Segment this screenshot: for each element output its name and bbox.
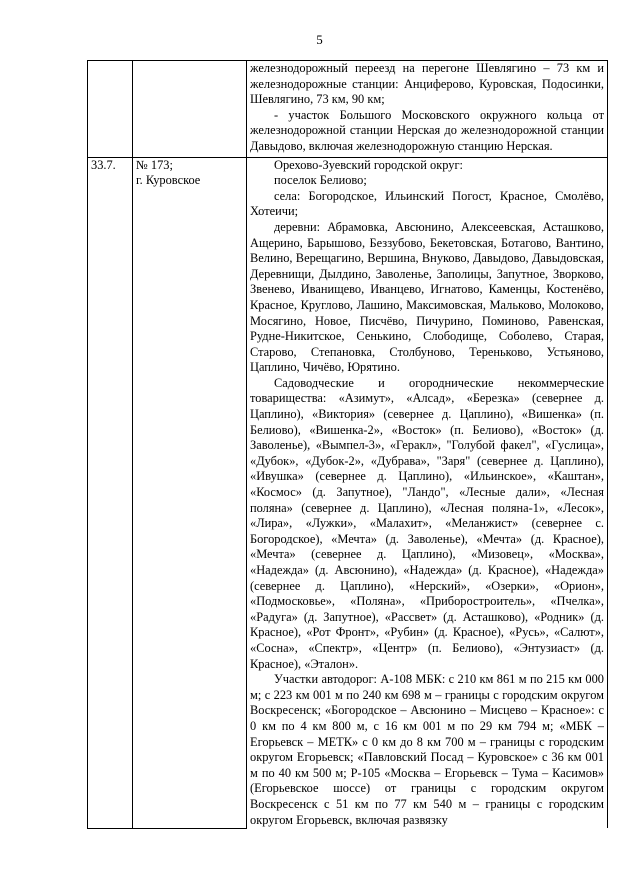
paragraph: села: Богородское, Ильинский Погост, Красное, Смолёво, Хотеичи;	[250, 188, 604, 219]
paragraph: деревни: Абрамовка, Авсюнино, Алексеевская, Асташково, Ащерино, Барышово, Беззубово, Бекетовская, Ботагово, Вантино, Велино, Верещагино, Вершина, Внуково, Давыдово, Давыдовская, Деревнищи, Дылдино, Заволенье, Заполицы, Запутное, Зворково, Звенево, Иванищево, Иванцево, Игнатово, Каменцы, Костенёво, Красное, Круглово, Лашино, Максимовская, Мальково, Молоково, Мосягино, Новое, Писчёво, Пичурино, Поминово, Равенская, Рудне-Никитское, Сенькино, Слободище, Соболево, Старая, Старово, Степановка, Столбуново, Тереньково, Устьяново, Цаплино, Чичёво, Юрятино.	[250, 219, 604, 375]
paragraph: Участки автодорог: А-108 МБК: с 210 км 861 м по 215 км 000 м; с 223 км 001 м по 240 км 698 м – границы с городским округом Воскресенск; «Богородское – Авсюнино – Мисцево – Красное»: с 0 км по 4 км 800 м, с 16 км 001 м по 29 км 794 м; «МБК – Егорьевск – МЕТК» с 0 км до 8 км 700 м – границы с городским округом Егорьевск; «Павловский Посад – Куровское» с 36 км 001 м по 40 км 500 м; Р-105 «Москва – Егорьевск – Тума – Касимов» (Егорьевское шоссе) от границы с городским округом Воскресенск с 51 км по 77 км 540 м – границы с городским округом Егорьевск, включая развязку	[250, 672, 604, 827]
description-cell	[247, 157, 608, 828]
paragraph: Орехово-Зуевский городской округ:	[274, 157, 463, 172]
page-number: 5	[316, 32, 323, 47]
table-row	[88, 61, 608, 158]
station-number: № 173;	[136, 157, 173, 172]
paragraph: поселок Белиово;	[274, 173, 367, 188]
station-town: г. Куровское	[136, 173, 201, 188]
table-row	[88, 157, 608, 828]
paragraph: Садоводческие и огороднические некоммерческие товарищества: «Азимут», «Алсад», «Березка» (севернее д. Цаплино), «Виктория» (севернее д. Цаплино), «Вишенка» (п. Белиово), «Вишенка-2», «Восток» (п. Белиово), «Восток» (д. Заволенье), «Вымпел-3», «Геракл», "Голубой факел", «Гуслица», «Дубок», «Дубок-2», «Дубрава», "Заря" (севернее д. Цаплино), «Ивушка» (севернее д. Цаплино), «Ильинское», «Каштан», «Космос» (д. Запутное), "Ландо", «Лесные дали», «Лесная поляна» (севернее д. Цаплино), «Лесная поляна-1», «Лесок», «Лира», «Лужки», «Малахит», «Меланжист» (севернее с. Богородское), «Мечта» (д. Заволенье), «Мечта» (д. Красное), «Мечта» (севернее д. Цаплино), «Мизовец», «Москва», «Надежда» (д. Авсюнино), «Надежда» (д. Красное), «Надежда» (севернее д. Цаплино), «Нерский», «Озерки», «Орион», «Подмосковье», «Поляна», «Приборостроитель», «Пчелка», «Радуга» (д. Запутное), «Рассвет» (д. Асташково), «Родник» (д. Красное), «Рот Фронт», «Рубин» (д. Красное), «Русь», «Салют», «Сосна», «Спектр», «Центр» (п. Белиово), «Энтузиаст» (д. Красное), «Эталон».	[250, 375, 604, 671]
document-table	[87, 60, 608, 829]
paragraph: - участок Большого Московского окружного кольца от железнодорожной станции Нерская до железнодорожной станции Давыдово, включая железнодорожную станцию Нерская.	[250, 107, 604, 153]
row-number-cell: 33.7.	[88, 157, 133, 828]
row-number-cell	[88, 61, 133, 158]
paragraph: железнодорожный переезд на перегоне Шевлягино – 73 км и железнодорожные станции: Анциферово, Куровская, Подосинки, Шевлягино, 73 км, 90 км;	[250, 61, 604, 107]
station-cell	[133, 61, 247, 158]
description-cell	[247, 61, 608, 158]
station-cell	[133, 157, 247, 828]
